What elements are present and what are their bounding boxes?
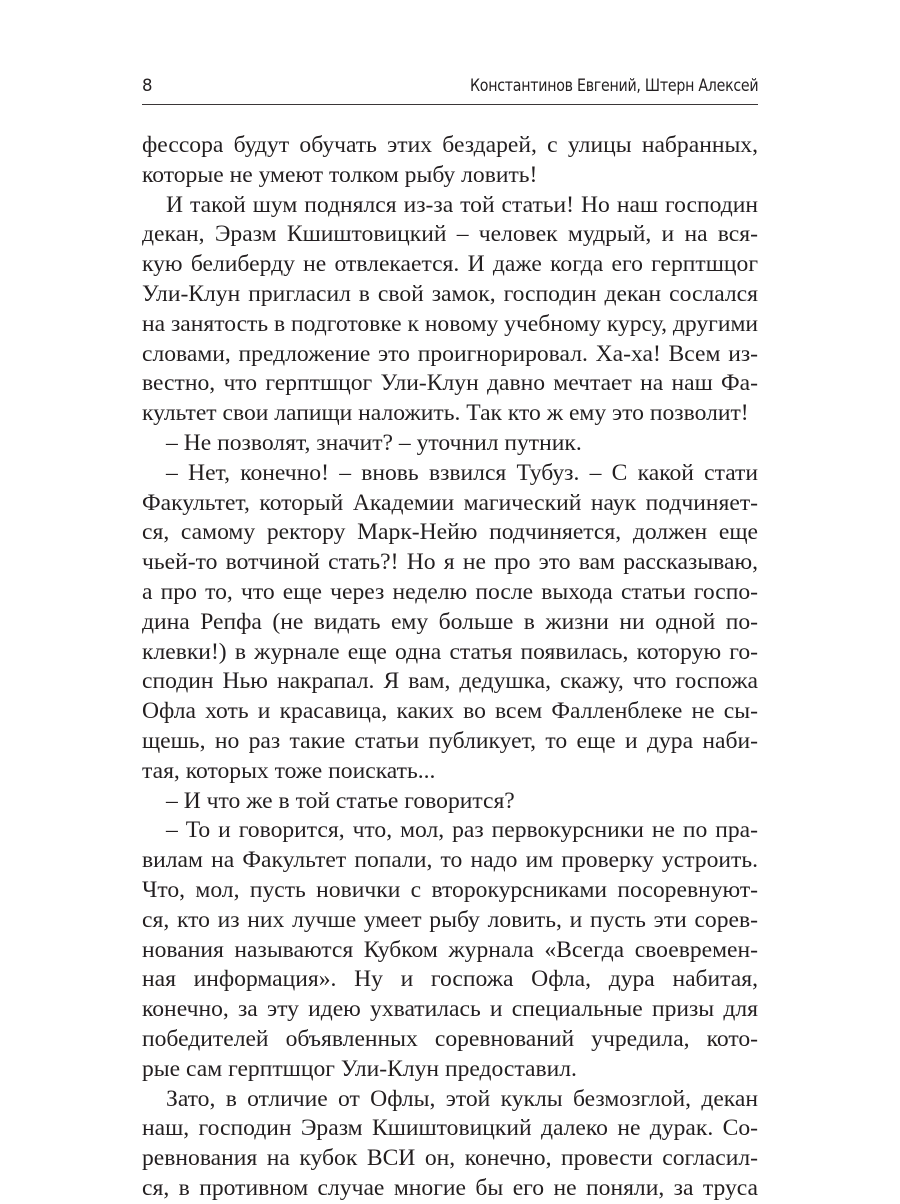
text-line: культет свои лапищи наложить. Так кто ж ему это позволит! <box>142 400 749 427</box>
text-line: победителей объявленных соревнований учредила, кото- <box>142 1025 758 1052</box>
text-line: вилам на Факультет попали, то надо им проверку устроить. <box>142 847 758 874</box>
text-line: щешь, но раз такие статьи публикует, то еще и дура наби- <box>142 727 758 754</box>
text-line: Офла хоть и красавица, каких во всем Фалленблеке не сы- <box>142 698 758 725</box>
text-line: на занятость в подготовке к новому учебному курсу, другими <box>142 310 758 337</box>
text-line: словами, предложение это проигнорировал. Ха-ха! Всем из- <box>142 340 758 367</box>
text-line: рые сам герптшцог Ули-Клун предоставил. <box>142 1055 577 1082</box>
text-line: конечно, за эту идею ухватилась и специальные призы для <box>142 996 758 1023</box>
text-line: которые не умеют толком рыбу ловить! <box>142 161 538 188</box>
text-line: – Нет, конечно! – вновь взвился Тубуз. – С какой стати <box>166 459 758 486</box>
page-number: 8 <box>142 76 153 95</box>
text-line: а про то, что еще через неделю после выхода статьи госпо- <box>142 578 758 605</box>
body-text <box>142 131 758 1204</box>
text-line: И такой шум поднялся из-за той статьи! Но наш господин <box>166 191 758 218</box>
text-line: чьей-то вотчиной стать?! Но я не про это вам рассказываю, <box>142 549 758 576</box>
text-line: – Не позволят, значит? – уточнил путник. <box>166 429 582 456</box>
text-line: Зато, в отличие от Офлы, этой куклы безмозглой, декан <box>166 1085 758 1112</box>
text-line: – И что же в той статье говорится? <box>166 787 515 814</box>
text-line: вестно, что герптшцог Ули-Клун давно мечтает на наш Фа- <box>142 370 758 397</box>
text-line: клевки!) в журнале еще одна статья появилась, которую го- <box>142 638 758 665</box>
text-line: ся, кто из них лучше умеет рыбу ловить, и пусть эти сорев- <box>142 906 758 933</box>
running-head <box>142 76 758 100</box>
text-line: дина Репфа (не видать ему больше в жизни ни одной по- <box>142 608 758 635</box>
header-rule <box>142 104 758 105</box>
text-line: ся, самому ректору Марк-Нейю подчиняется, должен еще <box>142 519 758 546</box>
text-line: сподин Нью накрапал. Я вам, дедушка, скажу, что госпожа <box>142 668 758 695</box>
text-line: ся, в противном случае многие бы его не поняли, за труса <box>142 1174 758 1201</box>
text-line: – То и говорится, что, мол, раз первокурсники не по пра- <box>166 817 758 844</box>
text-line: Ули-Клун пригласил в свой замок, господин декан сослался <box>142 280 758 307</box>
text-line: Что, мол, пусть новички с второкурсниками посоревнуют- <box>142 876 758 903</box>
text-line: декан, Эразм Кшиштовицкий – человек мудрый, и на вся- <box>142 221 758 248</box>
running-head-authors: Константинов Евгений, Штерн Алексей <box>469 76 758 95</box>
text-line: кую белиберду не отвлекается. И даже когда его герптшцог <box>142 251 758 278</box>
text-line: ревнования на кубок ВСИ он, конечно, провести согласил- <box>142 1145 758 1172</box>
text-line: Факультет, который Академии магический наук подчиняет- <box>142 489 758 516</box>
text-line: тая, которых тоже поискать... <box>142 757 436 784</box>
text-line: наш, господин Эразм Кшиштовицкий далеко не дурак. Со- <box>142 1115 758 1142</box>
text-line: нования называются Кубком журнала «Всегда своевремен- <box>142 936 758 963</box>
text-line: фессора будут обучать этих бездарей, с улицы набранных, <box>142 132 758 158</box>
text-line: ная информация». Ну и госпожа Офла, дура набитая, <box>142 966 758 993</box>
